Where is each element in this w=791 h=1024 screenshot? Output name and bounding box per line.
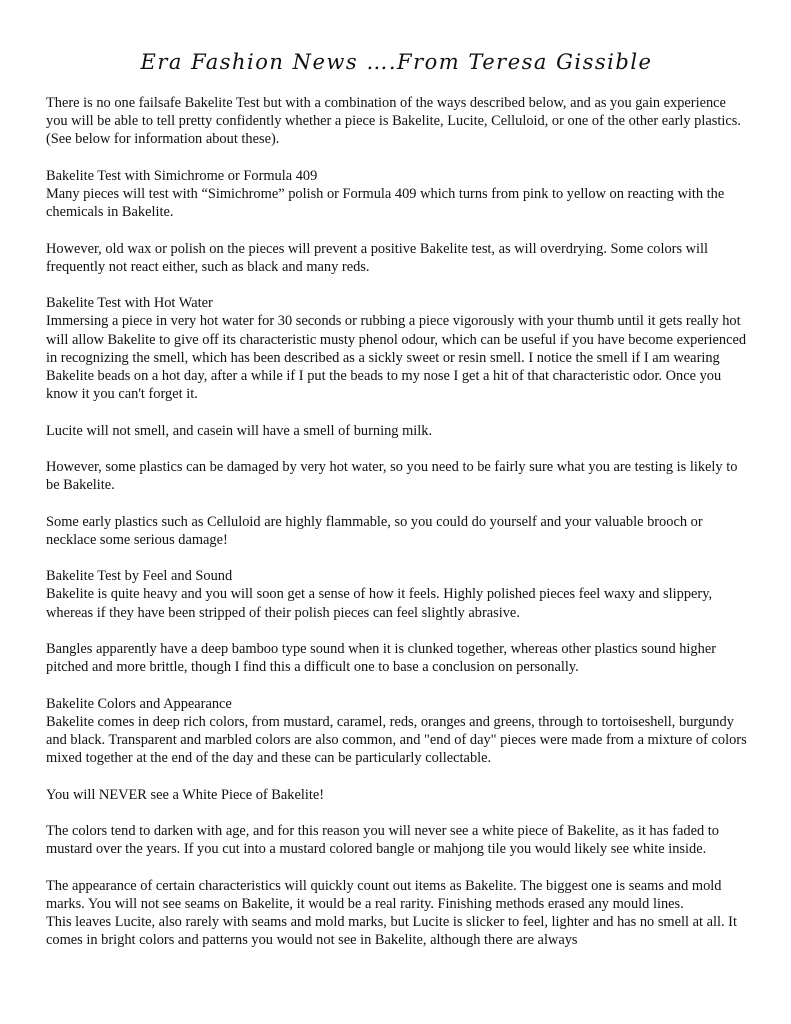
section-hot-water <box>46 294 747 403</box>
page-title: Era Fashion News ….From Teresa Gissible <box>140 50 653 74</box>
paragraph: The colors tend to darken with age, and for this reason you will never see a white piece of Bakelite, as it has faded to mustard over the years. If you cut into a mustard colored bangle or mahjong tile you would likely see white inside. <box>46 822 719 858</box>
paragraph: Some early plastics such as Celluloid are highly flammable, so you could do yourself and your valuable brooch or necklace some serious damage! <box>46 513 703 548</box>
paragraph: However, old wax or polish on the pieces will prevent a positive Bakelite test, as will overdrying. Some colors will frequently not react either, such as black and many reds. <box>46 240 709 275</box>
article-body <box>46 94 747 949</box>
section-text: Immersing a piece in very hot water for 30 seconds or rubbing a piece vigorously with your thumb until it gets really hot will allow Bakelite to give off its characteristic musty phenol odour, which can be useful if you have become experienced in recognizing the smell, which has been described as a sickly sweet or resin smell. I notice the smell if I am wearing Bakelite beads on a hot day, after a while if I put the beads to my nose I get a hit of that characteristic odor. Once you know it you can't forget it. <box>46 313 747 403</box>
paragraph: You will NEVER see a White Piece of Bakelite! <box>46 786 325 803</box>
section-simichrome <box>46 167 747 222</box>
section-text: Many pieces will test with “Simichrome” polish or Formula 409 which turns from pink to yellow on reacting with the chemicals in Bakelite. <box>46 186 725 221</box>
section-heading: Bakelite Colors and Appearance <box>46 695 232 712</box>
section-text: Bakelite is quite heavy and you will soon get a sense of how it feels. Highly polished pieces feel waxy and slippery, whereas if they have been stripped of their polish pieces can feel slightly abrasive. <box>46 586 713 621</box>
paragraph: Bangles apparently have a deep bamboo type sound when it is clunked together, whereas other plastics sound higher pitched and more brittle, though I find this a difficult one to base a conclusion on personally. <box>46 640 717 676</box>
section-heading: Bakelite Test by Feel and Sound <box>46 568 233 585</box>
section-colors-appearance <box>46 695 747 768</box>
intro-paragraph: There is no one failsafe Bakelite Test but with a combination of the ways described below, and as you gain experience you will be able to tell pretty confidently whether a piece is Bakelite, Lucite, Celluloid, or one of the other early plastics. (See below for information about these). <box>46 95 741 148</box>
paragraph: The appearance of certain characteristics will quickly count out items as Bakelite. The biggest one is seams and mold marks. You will not see seams on Bakelite, it would be a real rarity. Finishing methods erased any mould lines. <box>46 877 722 912</box>
section-feel-sound <box>46 567 747 622</box>
paragraph: However, some plastics can be damaged by very hot water, so you need to be fairly sure what you are testing is likely to be Bakelite. <box>46 458 738 494</box>
paragraph: Lucite will not smell, and casein will have a smell of burning milk. <box>46 422 433 439</box>
section-heading: Bakelite Test with Hot Water <box>46 295 213 312</box>
paragraph: This leaves Lucite, also rarely with seams and mold marks, but Lucite is slicker to feel, lighter and has no smell at all. It comes in bright colors and patterns you would not see in Bakelite, although there are always <box>46 913 737 949</box>
section-text: Bakelite comes in deep rich colors, from mustard, caramel, reds, oranges and greens, through to tortoiseshell, burgundy and black. Transparent and marbled colors are also common, and "end of day" pieces were made from a mixture of colors mixed together at the end of the day and these can be particularly collectable. <box>46 713 747 767</box>
section-heading: Bakelite Test with Simichrome or Formula 409 <box>46 167 318 184</box>
